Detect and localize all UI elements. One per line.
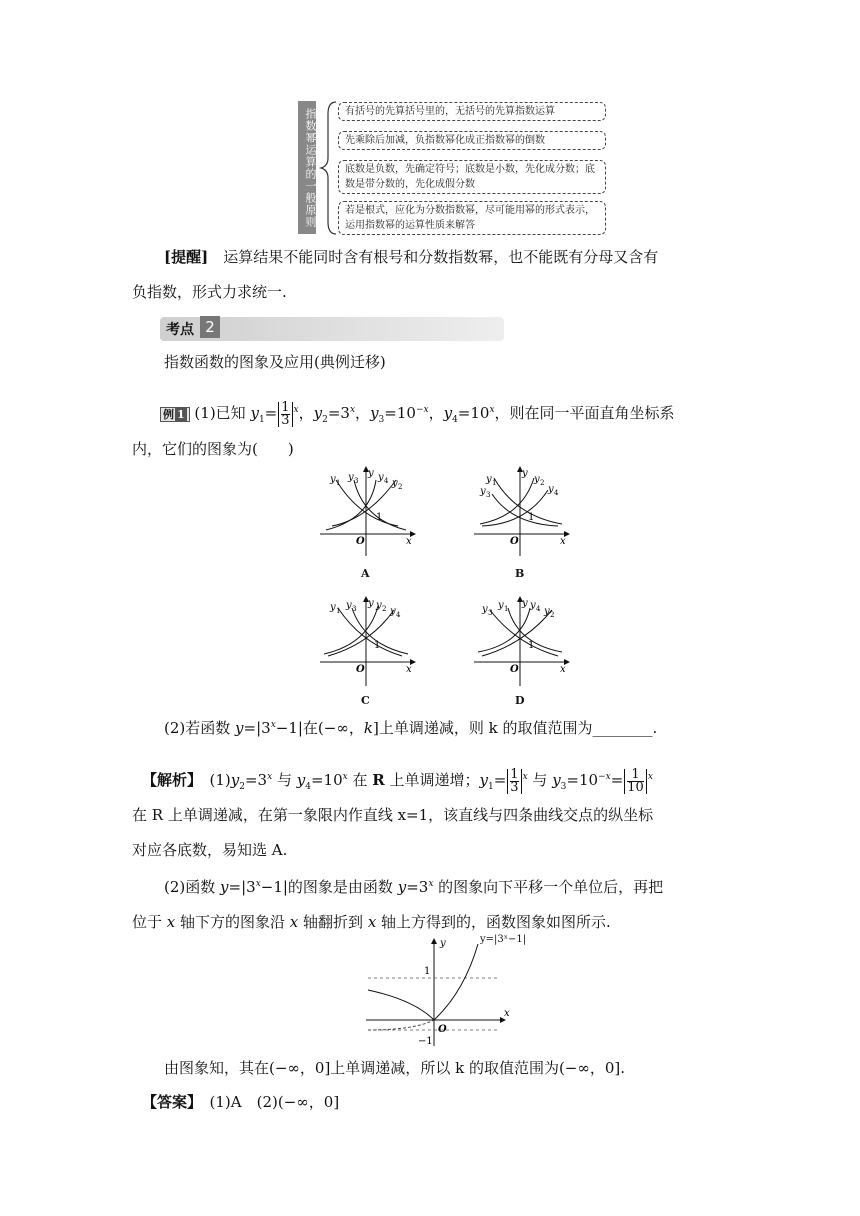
svg-text:x: x [560, 536, 566, 547]
section-title: 指数函数的图象及应用(典例迁移) [164, 353, 386, 371]
analysis-line-4: (2)函数 $y=|3^x-1|$的图象是由函数 $y=3^x$ 的图象向下平移一个单位后，再把 [164, 878, 664, 896]
reminder-text-1: 运算结果不能同时含有根号和分数指数幂，也不能既有分母又含有 [223, 248, 659, 266]
svg-text:2: 2 [550, 611, 555, 619]
svg-text:y: y [530, 600, 536, 611]
svg-text:O: O [356, 664, 365, 675]
rules-label: 指数幂运算的一般原则 [298, 101, 316, 234]
graph-a [318, 464, 418, 558]
svg-text:1: 1 [528, 512, 535, 523]
svg-text:x: x [560, 664, 566, 675]
example-tag: 例 1 [160, 407, 190, 422]
rule-item-3: 底数是负数，先确定符号；底数是小数，先化成分数；底数是带分数的，先化成假分数 [338, 160, 606, 194]
svg-text:1: 1 [528, 640, 535, 651]
svg-text:y: y [480, 486, 486, 497]
svg-text:2: 2 [540, 479, 545, 487]
graph-d [472, 594, 572, 688]
svg-text:3: 3 [488, 609, 493, 617]
svg-text:y: y [544, 606, 550, 617]
svg-text:y: y [486, 474, 492, 485]
svg-text:x: x [406, 664, 412, 675]
graph-c [318, 594, 418, 688]
svg-text:y: y [348, 472, 354, 483]
reminder-line-2: 负指数，形式力求统一. [132, 283, 287, 301]
graph-b-label: B [515, 567, 525, 580]
graph-b [472, 464, 572, 558]
svg-text:4: 4 [384, 477, 389, 485]
example-line-1: 例 1 (1)已知 $y_1=$ $\frac{1}{3}$ $^x$，$y_2=3^x$，$y_3=10^{-x}$，$y_4=10^x$，则在同一平面直角坐标系 [160, 400, 675, 427]
svg-text:1: 1 [492, 479, 497, 487]
section-label: 考点 [166, 322, 194, 338]
graph-a-label: A [361, 567, 370, 580]
example-part-2: (2)若函数 $y=|3^x-1|$在(−∞，k]上单调递减，则 k 的取值范围为________. [164, 719, 658, 737]
svg-text:1: 1 [504, 605, 509, 613]
svg-text:O: O [510, 536, 519, 547]
svg-text:x: x [406, 536, 412, 547]
svg-text:1: 1 [424, 966, 431, 977]
svg-text:3: 3 [354, 477, 359, 485]
svg-text:y: y [548, 484, 554, 495]
svg-text:2: 2 [382, 605, 387, 613]
svg-text:−1: −1 [418, 1036, 433, 1047]
svg-text:y: y [368, 598, 374, 609]
svg-text:y: y [376, 600, 382, 611]
abs-exp-graph [364, 934, 526, 1048]
analysis-tag: 【解析】 [142, 771, 195, 789]
svg-text:y: y [330, 474, 336, 485]
svg-text:1: 1 [374, 640, 381, 651]
svg-text:y: y [378, 472, 384, 483]
brace-icon [318, 100, 338, 236]
graph-d-label: D [515, 694, 525, 707]
svg-text:4: 4 [536, 605, 541, 613]
analysis-line-6: 由图象知，其在(−∞，0]上单调递减，所以 k 的取值范围为(−∞，0]. [164, 1059, 626, 1077]
svg-text:y: y [346, 600, 352, 611]
answer-line [142, 1089, 339, 1115]
graph-c-label: C [361, 694, 370, 707]
svg-text:y: y [534, 474, 540, 485]
svg-text:1: 1 [376, 512, 383, 523]
reminder-line-1 [164, 244, 658, 270]
svg-text:3: 3 [486, 491, 491, 499]
svg-text:y: y [330, 602, 336, 613]
svg-text:y: y [498, 600, 504, 611]
svg-text:1: 1 [336, 607, 341, 615]
svg-text:y: y [522, 598, 528, 609]
analysis-line-2: 在 R 上单调递减，在第一象限内作直线 x=1，该直线与四条曲线交点的纵坐标 [132, 806, 654, 824]
svg-text:3: 3 [352, 605, 357, 613]
svg-text:y: y [522, 468, 528, 479]
svg-text:2: 2 [398, 483, 403, 491]
reminder-tag: [提醒] [164, 248, 209, 266]
svg-text:O: O [356, 536, 365, 547]
section-number: 2 [200, 316, 220, 338]
svg-text:O: O [510, 664, 519, 675]
svg-text:y: y [482, 604, 488, 615]
svg-text:y: y [368, 468, 374, 479]
svg-text:y: y [440, 938, 446, 949]
rule-item-4: 若是根式，应化为分数指数幂，尽可能用幂的形式表示，运用指数幂的运算性质来解答 [338, 201, 606, 235]
rule-item-1: 有括号的先算括号里的，无括号的先算指数运算 [338, 102, 606, 121]
analysis-line-3: 对应各底数，易知选 A. [132, 841, 288, 859]
svg-text:O: O [438, 1024, 447, 1035]
svg-text:1: 1 [336, 479, 341, 487]
example-line-2: 内，它们的图象为( ) [132, 440, 294, 458]
analysis-line-1: 【解析】 $(1)y_2=3^x$ 与 $y_4=10^x$ 在 R 上单调递增；$y_1=$ $\frac{1}{3}$ $^x$ 与 $y_3=10^{-x}=$ $\frac{1}{10}$ $^x$ [142, 766, 653, 795]
svg-text:x: x [504, 1008, 510, 1019]
answer-text: (1)A (2)(−∞，0] [209, 1093, 340, 1111]
svg-text:4: 4 [554, 489, 559, 497]
analysis-line-5: 位于 x 轴下方的图象沿 x 轴翻折到 x 轴上方得到的，函数图象如图所示. [132, 913, 611, 931]
answer-tag: 【答案】 [142, 1093, 195, 1111]
svg-text:y: y [390, 606, 396, 617]
svg-text:y: y [392, 478, 398, 489]
abs-exp-graph-label: y=|3ˣ−1| [480, 934, 527, 945]
svg-text:4: 4 [396, 611, 401, 619]
rule-item-2: 先乘除后加减，负指数幂化成正指数幂的倒数 [338, 131, 606, 150]
